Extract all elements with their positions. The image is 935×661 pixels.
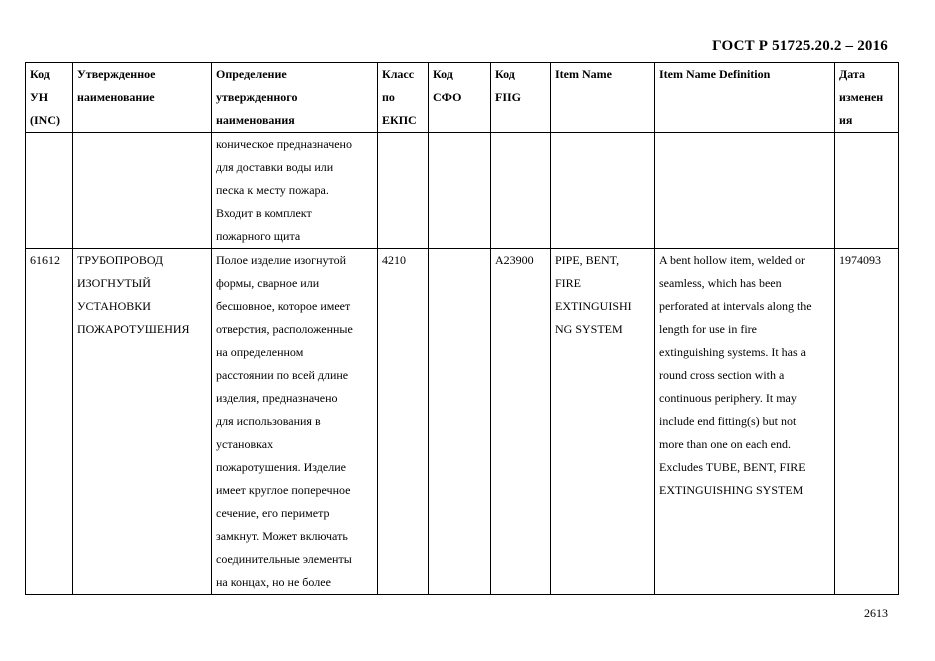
cell-item-name	[551, 133, 655, 249]
cell-code-un	[26, 133, 73, 249]
table-row	[26, 249, 899, 595]
col-header-class: Класс по ЕКПС	[378, 63, 429, 133]
cell-fiig	[491, 133, 551, 249]
cell-date	[835, 133, 899, 249]
cell-definition: Полое изделие изогнутой формы, сварное или бесшовное, которое имеет отверстия, расположенные на определенном расстоянии по всей длине изделия, предназначено для использования в установках пожаротушения. Изделие имеет круглое поперечное сечение, его периметр замкнут. Может включать соединительные элементы на концах, но не более	[212, 249, 378, 595]
cell-date: 1974093	[835, 249, 899, 595]
cell-item-name: PIPE, BENT, FIRE EXTINGUISHI NG SYSTEM	[551, 249, 655, 595]
document-standard-header: ГОСТ Р 51725.20.2 – 2016	[712, 38, 888, 54]
col-header-sfo: Код СФО	[429, 63, 491, 133]
cell-class: 4210	[378, 249, 429, 595]
col-header-fiig: Код FIIG	[491, 63, 551, 133]
col-header-item-name: Item Name	[551, 63, 655, 133]
cell-sfo	[429, 249, 491, 595]
col-header-date: Дата изменен ия	[835, 63, 899, 133]
cell-sfo	[429, 133, 491, 249]
cell-fiig: A23900	[491, 249, 551, 595]
col-header-definition: Определение утвержденного наименования	[212, 63, 378, 133]
col-header-code-un: Код УН (INC)	[26, 63, 73, 133]
page-number: 2613	[864, 606, 888, 620]
col-header-approved-name: Утвержденное наименование	[73, 63, 212, 133]
classification-table	[25, 62, 899, 595]
col-header-item-definition: Item Name Definition	[655, 63, 835, 133]
cell-item-definition	[655, 133, 835, 249]
cell-item-definition: A bent hollow item, welded or seamless, which has been perforated at intervals along the length for use in fire extinguishing systems. It has a round cross section with a continuous periphery. It may include end fitting(s) but not more than one on each end. Excludes TUBE, BENT, FIRE EXTINGUISHING SYSTEM	[655, 249, 835, 595]
cell-code-un: 61612	[26, 249, 73, 595]
cell-definition: коническое предназначено для доставки воды или песка к месту пожара. Входит в комплект пожарного щита	[212, 133, 378, 249]
cell-approved-name	[73, 133, 212, 249]
cell-class	[378, 133, 429, 249]
table-row	[26, 133, 899, 249]
table-header-row	[26, 63, 899, 133]
cell-approved-name: ТРУБОПРОВОД ИЗОГНУТЫЙ УСТАНОВКИ ПОЖАРОТУШЕНИЯ	[73, 249, 212, 595]
